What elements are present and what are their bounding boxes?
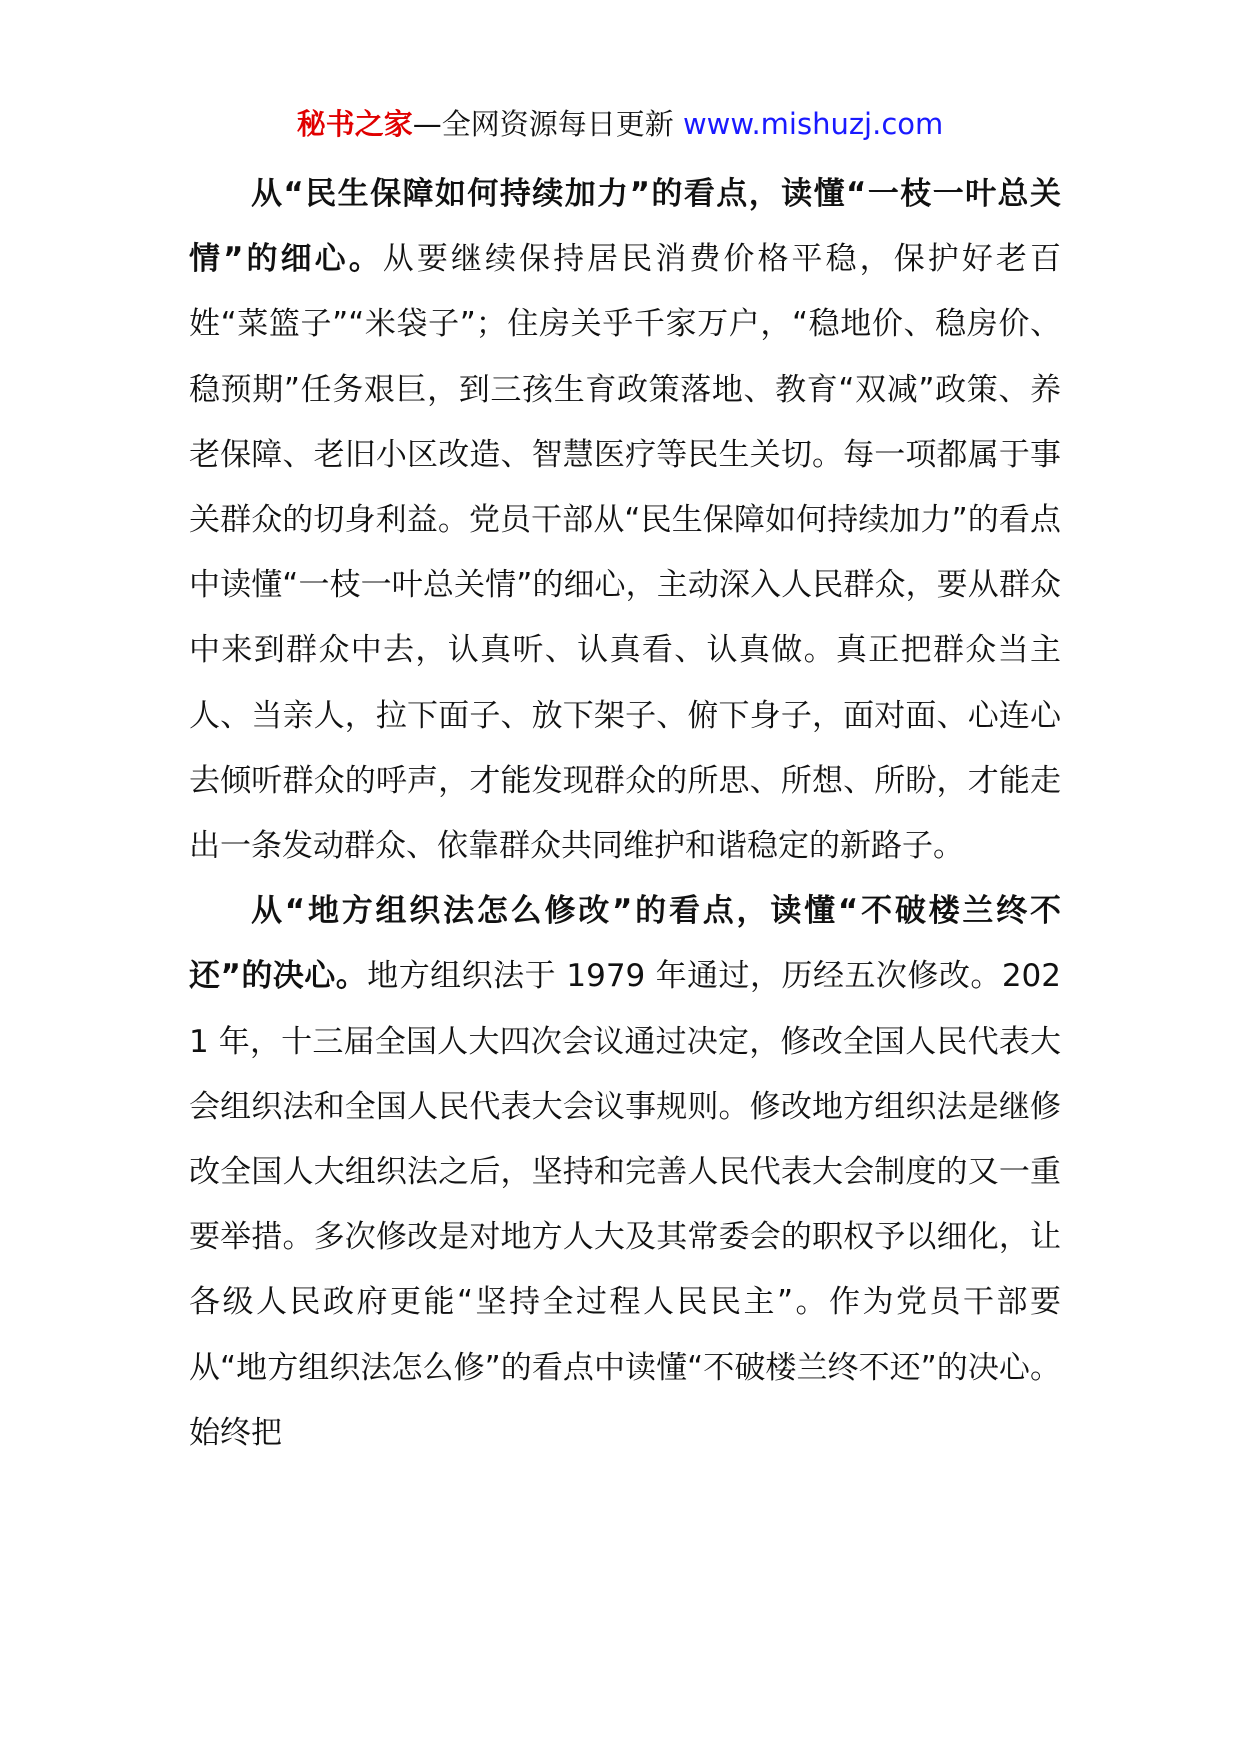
website-link[interactable]: www.mishuzj.com xyxy=(682,107,944,141)
header-tagline: —全网资源每日更新 xyxy=(412,107,674,141)
paragraph-2-lead: 从“地方组织法怎么修改”的看点，读懂“不破楼兰终不还”的决心。 xyxy=(189,893,1061,995)
document-body xyxy=(189,162,1061,1466)
page-header xyxy=(0,104,1240,144)
paragraph-2 xyxy=(189,879,1061,1466)
paragraph-1-lead: 从“民生保障如何持续加力”的看点，读懂“一枝一叶总关情”的细心。 xyxy=(189,176,1061,278)
paragraph-2-body: 地方组织法于 1979 年通过，历经五次修改。2021 年，十三届全国人大四次会议通过决定，修改全国人民代表大会组织法和全国人民代表大会议事规则。修改地方组织法是继修改全国人大组织法之后，坚持和完善人民代表大会制度的又一重要举措。多次修改是对地方人大及其常委会的职权予以细化，让各级人民政府更能“坚持全过程人民民主”。作为党员干部要从“地方组织法怎么修”的看点中读懂“不破楼兰终不还”的决心。始终把 xyxy=(189,958,1061,1451)
paragraph-1 xyxy=(189,162,1061,879)
brand-name: 秘书之家 xyxy=(296,107,413,141)
paragraph-1-body: 从要继续保持居民消费价格平稳，保护好老百姓“菜篮子”“米袋子”；住房关乎千家万户，“稳地价、稳房价、稳预期”任务艰巨，到三孩生育政策落地、教育“双减”政策、养老保障、老旧小区改造、智慧医疗等民生关切。每一项都属于事关群众的切身利益。党员干部从“民生保障如何持续加力”的看点中读懂“一枝一叶总关情”的细心，主动深入人民群众，要从群众中来到群众中去，认真听、认真看、认真做。真正把群众当主人、当亲人，拉下面子、放下架子、俯下身子，面对面、心连心去倾听群众的呼声，才能发现群众的所思、所想、所盼，才能走出一条发动群众、依靠群众共同维护和谐稳定的新路子。 xyxy=(189,241,1061,865)
